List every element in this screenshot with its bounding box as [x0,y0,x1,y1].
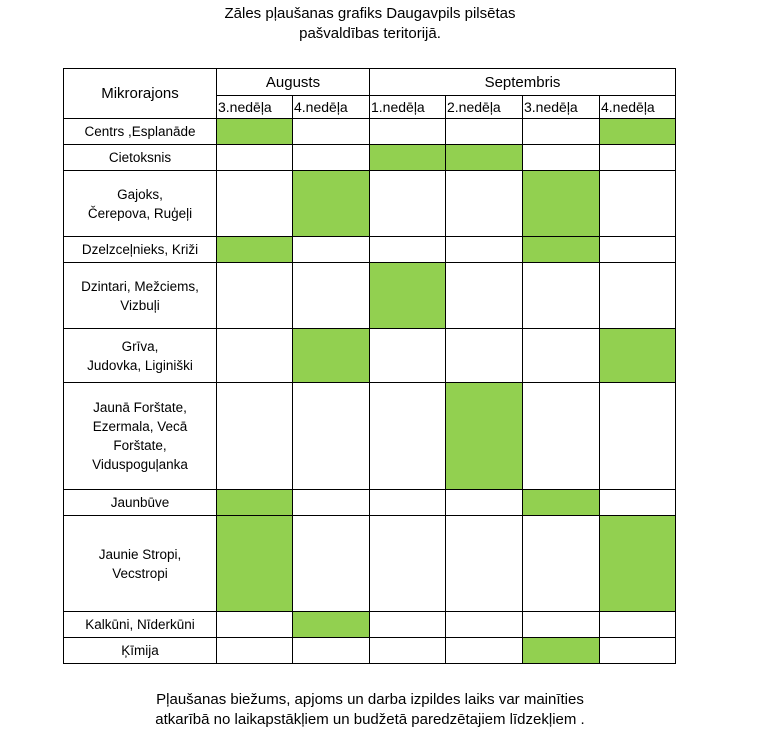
area-name-cell [64,119,217,145]
area-name-line: Gajoks, [117,186,163,202]
mowing-cell-empty [523,119,600,145]
page-title [0,4,740,44]
area-name-cell [64,263,217,329]
mowing-cell-empty [446,612,523,638]
area-name-cell [64,145,217,171]
area-name-cell [64,237,217,263]
mowing-cell-empty [217,612,293,638]
mowing-cell-scheduled [523,237,600,263]
schedule-body [64,119,676,664]
area-name-line: Grīva, [121,338,159,354]
area-name-cell [64,612,217,638]
mowing-cell-empty [293,638,370,664]
month-header-row [64,69,676,96]
mowing-cell-scheduled [217,237,293,263]
area-name-line: Kalkūni, Nīderkūni [85,617,195,632]
mowing-cell-empty [600,638,676,664]
area-name-line: Judovka, Liginiški [87,357,193,373]
area-name-line: Jaunie Stropi, [98,546,182,562]
footer-note [0,690,740,730]
week-header: 1.nedēļa [370,96,446,119]
table-row [64,119,676,145]
month-header-augusts: Augusts [217,69,370,96]
mowing-cell-empty [293,490,370,516]
area-name-line: Dzintari, Mežciems, [81,278,199,294]
table-row [64,612,676,638]
area-name-line: Viduspoguļanka [92,457,188,472]
mowing-cell-scheduled [600,329,676,383]
area-name-cell [64,638,217,664]
area-name-cell [64,171,217,237]
area-name-line: Jaunā Forštate, [93,400,187,415]
mowing-cell-empty [370,516,446,612]
month-header-septembris: Septembris [370,69,676,96]
table-row [64,490,676,516]
area-name-line: Forštate, [113,438,167,453]
mowing-cell-empty [217,329,293,383]
mowing-cell-scheduled [293,171,370,237]
mowing-cell-empty [446,516,523,612]
mowing-cell-empty [600,490,676,516]
mowing-cell-empty [600,263,676,329]
mowing-cell-empty [370,638,446,664]
table-row [64,145,676,171]
table-row [64,638,676,664]
mowing-cell-scheduled [523,490,600,516]
mowing-cell-empty [370,329,446,383]
mowing-cell-empty [370,383,446,490]
mowing-cell-scheduled [523,171,600,237]
table-row [64,383,676,490]
table-row [64,237,676,263]
mowing-cell-empty [293,516,370,612]
footer-line-1: Pļaušanas biežums, apjoms un darba izpildes laiks var mainīties [156,691,584,708]
mowing-cell-empty [446,171,523,237]
mowing-cell-empty [293,383,370,490]
mowing-cell-scheduled [217,119,293,145]
title-line-1: Zāles pļaušanas grafiks Daugavpils pilsētas [224,5,516,22]
mowing-cell-empty [523,263,600,329]
mowing-cell-scheduled [600,516,676,612]
mowing-cell-scheduled [293,612,370,638]
area-name-cell [64,383,217,490]
week-header: 2.nedēļa [446,96,523,119]
mowing-cell-empty [600,383,676,490]
mowing-cell-scheduled [217,490,293,516]
week-header: 4.nedēļa [600,96,676,119]
area-name-cell [64,516,217,612]
mowing-cell-empty [446,237,523,263]
mowing-cell-empty [370,171,446,237]
mowing-cell-empty [600,612,676,638]
week-header: 4.nedēļa [293,96,370,119]
area-name-line: Centrs ,Esplanāde [84,124,196,139]
mowing-cell-empty [293,119,370,145]
mowing-cell-empty [523,329,600,383]
mowing-cell-empty [446,329,523,383]
mowing-cell-scheduled [370,263,446,329]
mowing-cell-empty [217,638,293,664]
table-row [64,171,676,237]
mowing-cell-empty [293,237,370,263]
area-name-line: Dzelzceļnieks, Križi [81,242,199,257]
table-row [64,329,676,383]
mowing-cell-empty [446,119,523,145]
mowing-cell-empty [217,383,293,490]
area-name-line: Čerepova, Ruģeļi [87,205,193,221]
area-name-line: Ķīmija [121,643,159,658]
mowing-cell-empty [523,383,600,490]
mowing-cell-empty [370,237,446,263]
mowing-cell-empty [370,119,446,145]
table-row [64,263,676,329]
mowing-cell-scheduled [446,383,523,490]
mowing-cell-empty [600,145,676,171]
area-name-line: Vizbuļi [120,297,160,313]
mowing-cell-empty [446,638,523,664]
table-row [64,516,676,612]
area-name-cell [64,490,217,516]
mowing-cell-scheduled [600,119,676,145]
week-header: 3.nedēļa [217,96,293,119]
mowing-cell-empty [370,490,446,516]
mowing-cell-scheduled [293,329,370,383]
mowing-cell-empty [600,237,676,263]
mowing-schedule-table [63,68,676,664]
mowing-cell-scheduled [446,145,523,171]
mowing-cell-scheduled [217,516,293,612]
mowing-cell-empty [446,490,523,516]
week-header: 3.nedēļa [523,96,600,119]
mowing-cell-empty [523,516,600,612]
mowing-cell-empty [293,263,370,329]
corner-header: Mikrorajons [64,69,217,119]
mowing-cell-empty [523,612,600,638]
area-name-line: Ezermala, Vecā [92,419,188,434]
area-name-line: Jaunbūve [110,495,170,510]
title-line-2: pašvaldības teritorijā. [299,25,441,42]
mowing-cell-empty [446,263,523,329]
mowing-cell-empty [370,612,446,638]
mowing-cell-empty [217,145,293,171]
mowing-cell-scheduled [370,145,446,171]
mowing-cell-empty [293,145,370,171]
footer-line-2: atkarībā no laikapstākļiem un budžetā paredzētajiem līdzekļiem . [155,711,585,728]
area-name-line: Vecstropi [112,565,168,581]
mowing-cell-empty [600,171,676,237]
area-name-line: Cietoksnis [108,150,172,165]
mowing-cell-empty [217,263,293,329]
mowing-cell-scheduled [523,638,600,664]
area-name-cell [64,329,217,383]
mowing-cell-empty [217,171,293,237]
mowing-cell-empty [523,145,600,171]
